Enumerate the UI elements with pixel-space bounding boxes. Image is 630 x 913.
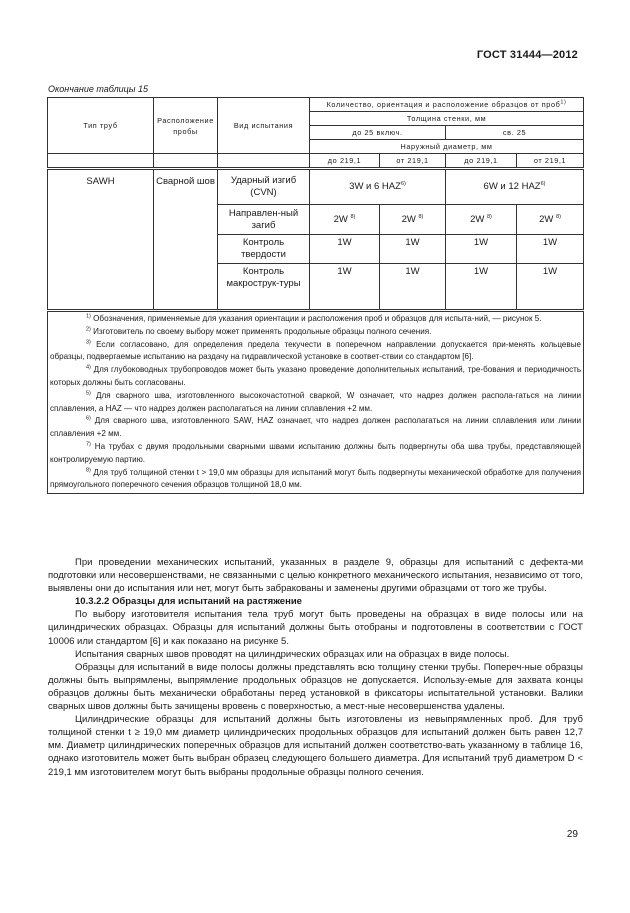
- value-cell: 1W: [446, 235, 517, 264]
- value-cell: 3W и 6 HAZ$^{6)}$: [310, 169, 446, 205]
- paragraph: Образцы для испытаний в виде полосы должны представлять всю толщину стенки трубы. Попереч-ные образцы должны быть выпрямлены, выпрямление продольных образцов не допускается. Использу-емые для захвата концы образцов должны быть механически обработаны перед установкой в фиксаторы испытательной установки. Валики сварных швов должны быть зачищены вровень с поверхностью, а мест-ные несовершенства удалены.: [48, 661, 583, 713]
- header-outer-diameter: Наружный диаметр, мм: [310, 140, 584, 154]
- value-cell: 2W $^{8)}$: [310, 205, 380, 235]
- value-cell: 2W $^{8)}$: [517, 205, 584, 235]
- value-cell: 1W: [517, 235, 584, 264]
- header-test-type: Вид испытания: [218, 98, 310, 154]
- paragraph: Цилиндрические образцы для испытаний должны быть изготовлены из невыпрямленных проб. Для труб толщиной стенки t ≥ 19,0 мм диаметр цилиндрических продольных образцов для испытаний должен быть равен 12,7 мм. Диаметр цилиндрических поперечных образцов для испытаний должен соответство-вать указанному в таблице 16, однако изготовитель может быть выбран образец следующего большего диаметра. Для испытаний труб диаметром D < 219,1 мм изготовителем могут быть выбраны продольные образцы полного сечения.: [48, 714, 583, 778]
- table-caption: Окончание таблицы 15: [48, 84, 148, 94]
- section-heading: 10.3.2.2 Образцы для испытаний на растяжение: [75, 596, 302, 608]
- value-cell: 6W и 12 HAZ$^{6)}$: [446, 169, 584, 205]
- value-cell: 1W: [310, 235, 380, 264]
- value-cell: 1W: [380, 264, 446, 311]
- test-cell: Контроль твердости: [218, 235, 310, 264]
- header-diameter-1: до 219,1: [310, 154, 380, 169]
- paragraph: По выбору изготовителя испытания тела труб могут быть проведены на образцах в виде полосы или на цилиндрических образцах. Образцы для испытаний должны быть отобраны и подготовлены в соответствии с ГОСТ 10006 или стандартом [6] и как показано на рисунке 5.: [48, 609, 583, 647]
- header-diameter-3: до 219,1: [446, 154, 517, 169]
- test-cell: Направлен-ный загиб: [218, 205, 310, 235]
- footnote: $^{7)}$ На трубах с двумя продольными сварными швами испытанию должны быть подвергнуты оба шва трубы, представляющей контролируемую партию.: [50, 441, 582, 464]
- footnote: $^{4)}$ Для глубоководных трубопроводов может быть указано проведение дополнительных испытаний, тре-бования и периодичность которых должны быть согласованы.: [50, 364, 582, 387]
- test-cell: Ударный изгиб (CVN): [218, 169, 310, 205]
- header-diameter-2: от 219,1: [380, 154, 446, 169]
- footnote: $^{6)}$ Для сварного шва, изготовленного SAW, HAZ означает, что надрез должен располагаться на линии сплавления или линии сплавления +2 мм.: [50, 415, 582, 439]
- location-cell: Сварной шов: [154, 169, 218, 311]
- value-cell: 1W: [446, 264, 517, 311]
- value-cell: 1W: [310, 264, 380, 311]
- paragraph: При проведении механических испытаний, указанных в разделе 9, образцы для испытаний с дефекта-ми подготовки или несовершенствами, не связанными с целью конкретного механического испытания, независимо от того, выявлены они до испытания или нет, могут быть забракованы и заменены другими образцами от того же трубы.: [48, 557, 583, 595]
- paragraph: Испытания сварных швов проводят на цилиндрических образцах или на образцах в виде полосы.: [75, 648, 510, 660]
- footnote: $^{3)}$ Если согласовано, для определения предела текучести в поперечном направлении допускается при-менять кольцевые образцы, подвергаемые испытанию на раздачу на гидравлической установке в соответ-ствии со стандартом [6].: [50, 338, 582, 362]
- header-diameter-4: от 219,1: [517, 154, 584, 169]
- header-location: Расположение пробы: [154, 98, 218, 154]
- footnote: $^{5)}$ Для сварного шва, изготовленного высокочастотной сваркой, W означает, что надрез должен распола-гаться на линии сплавления, а HAZ — что надрез должен располагаться на линии сплавления +2 мм.: [50, 390, 582, 413]
- value-cell: 2W $^{8)}$: [446, 205, 517, 235]
- page-number: 29: [566, 829, 578, 840]
- footnote: $^{1)}$ Обозначения, применяемые для указания ориентации и расположения проб и образцов для испыта-ний, — рисунок 5.: [86, 313, 542, 323]
- table-notes: [48, 311, 584, 494]
- header-thickness-1: до 25 включ.: [310, 126, 446, 140]
- header-thickness-2: св. 25: [446, 126, 584, 140]
- document-id: ГОСТ 31444—2012: [476, 49, 578, 61]
- footnote: $^{8)}$ Для труб толщиной стенки t > 19,0 мм образцы для испытаний могут быть подвергнуты механической обработке для получения прямоугольного поперечного сечения образцов толщиной 18,0 мм.: [50, 466, 582, 490]
- test-table: [47, 97, 584, 494]
- value-cell: 1W: [517, 264, 584, 311]
- header-specimen-group: Количество, ориентация и расположение образцов от проб$^{1)}$: [310, 98, 584, 112]
- header-pipe-type: Тип труб: [48, 98, 154, 154]
- pipe-type-cell: SAWH: [48, 169, 154, 311]
- value-cell: 2W $^{8)}$: [380, 205, 446, 235]
- body-text: [48, 556, 583, 779]
- test-cell: Контроль макрострук-туры: [218, 264, 310, 311]
- value-cell: 1W: [380, 235, 446, 264]
- table-row: [48, 169, 584, 205]
- header-wall-thickness: Толщина стенки, мм: [310, 112, 584, 126]
- footnote: $^{2)}$ Изготовитель по своему выбору может применять продольные образцы полного сечения.: [86, 326, 432, 336]
